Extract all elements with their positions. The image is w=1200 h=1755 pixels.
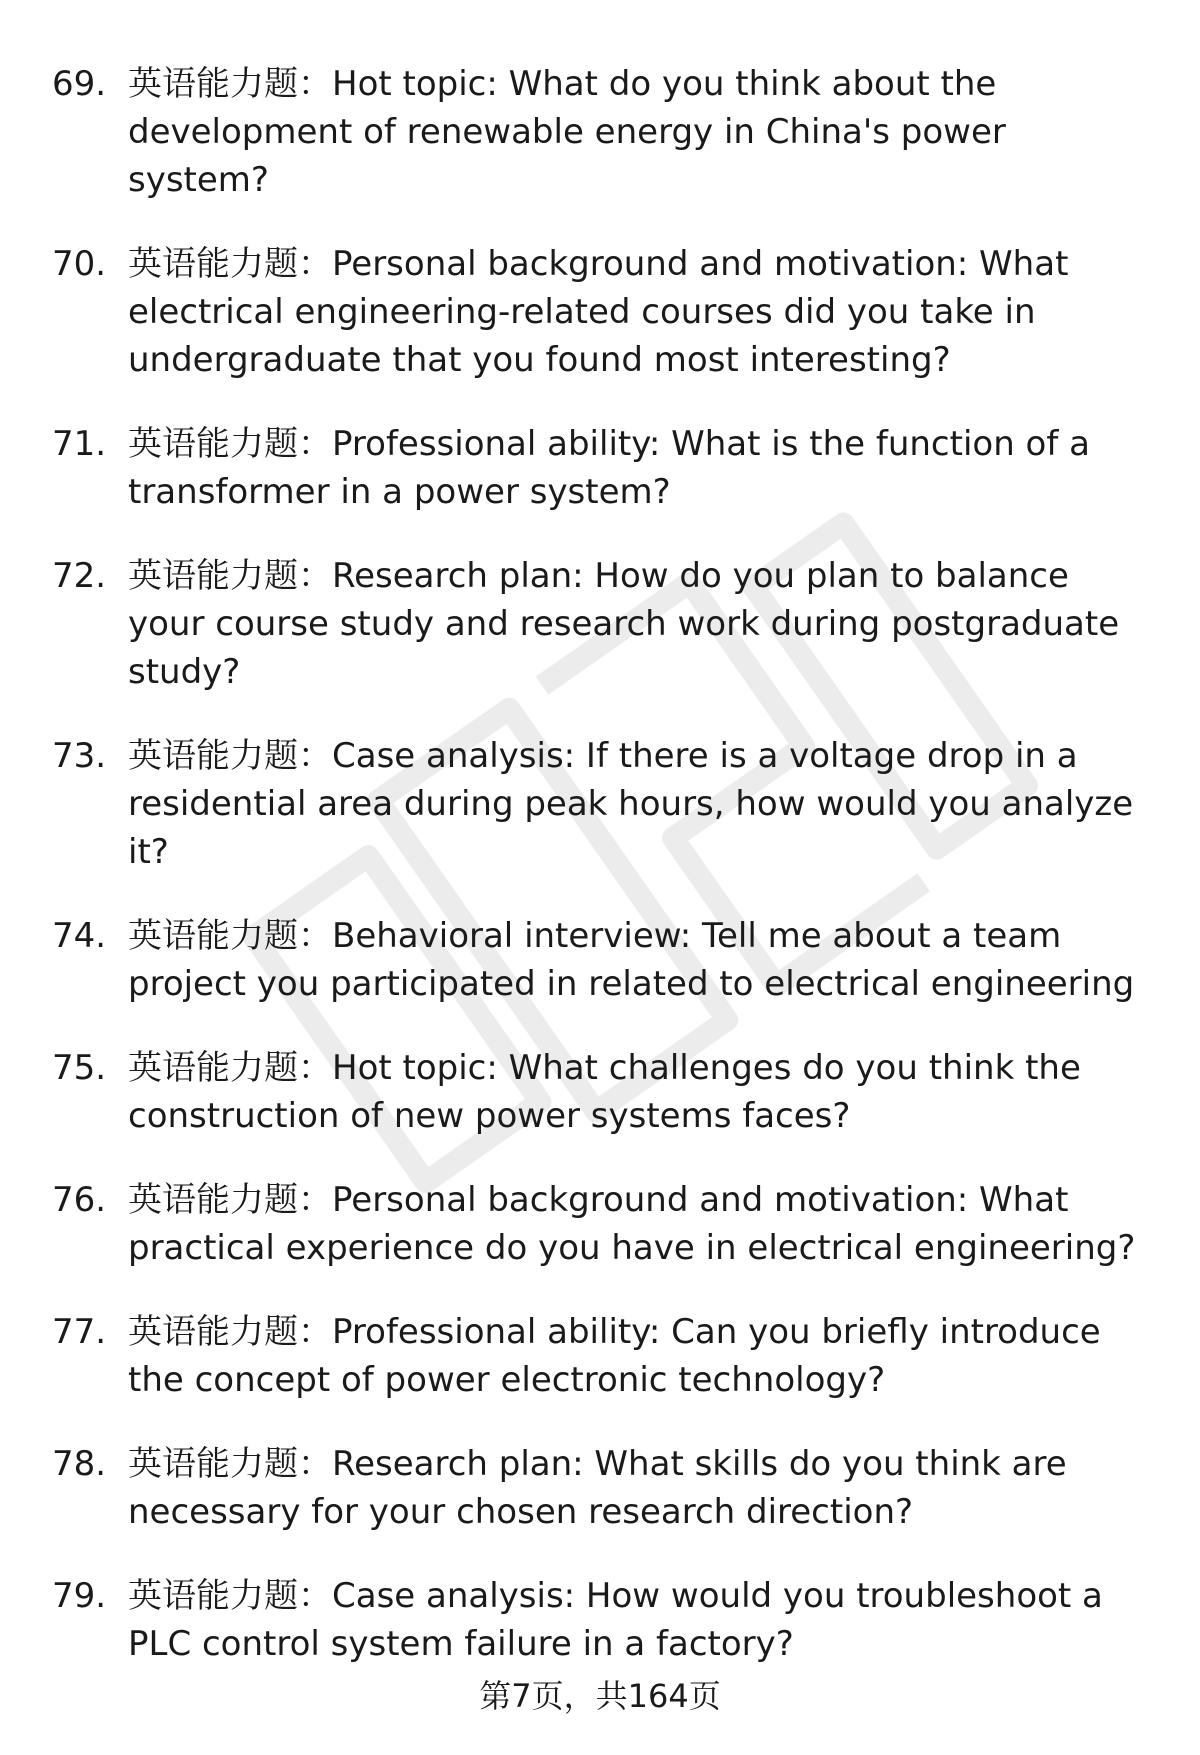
question-number: 72. (52, 556, 107, 596)
question-text: 英语能力题：Personal background and motivation: What electrical engineering-related courses did you take in undergraduate that you found most interesting? (128, 244, 1069, 380)
question-item (52, 420, 1152, 516)
question-text: 英语能力题：Professional ability: Can you briefly introduce the concept of power electronic technology? (128, 1312, 1101, 1400)
question-text: 英语能力题：Case analysis: How would you troubleshoot a PLC control system failure in a factory? (128, 1576, 1103, 1664)
question-item (52, 1572, 1152, 1668)
question-text: 英语能力题：Research plan: What skills do you think are necessary for your chosen research direction? (128, 1444, 1067, 1532)
question-number: 71. (52, 424, 107, 464)
question-item (52, 60, 1152, 204)
question-item (52, 732, 1152, 876)
question-number: 73. (52, 736, 107, 776)
question-number: 78. (52, 1444, 107, 1484)
question-item (52, 240, 1152, 384)
question-number: 74. (52, 916, 107, 956)
question-text: 英语能力题：Personal background and motivation: What practical experience do you have in electrical engineering? (128, 1180, 1136, 1268)
question-number: 76. (52, 1180, 107, 1220)
question-text: 英语能力题：Hot topic: What do you think about the development of renewable energy in China's power system? (128, 64, 1006, 200)
question-number: 79. (52, 1576, 107, 1616)
question-text: 英语能力题：Case analysis: If there is a voltage drop in a residential area during peak hours, how would you analyze it? (128, 736, 1134, 872)
question-item (52, 1176, 1152, 1272)
question-text: 英语能力题：Professional ability: What is the function of a transformer in a power system? (128, 424, 1090, 512)
question-text: 英语能力题：Research plan: How do you plan to balance your course study and research work during postgraduate study? (128, 556, 1120, 692)
question-item (52, 1044, 1152, 1140)
page-footer: 第7页，共164页 (479, 1677, 721, 1715)
question-text: 英语能力题：Behavioral interview: Tell me about a team project you participated in related to electrical engineering (128, 916, 1135, 1004)
question-text: 英语能力题：Hot topic: What challenges do you think the construction of new power systems faces? (128, 1048, 1081, 1136)
question-number: 77. (52, 1312, 107, 1352)
question-item (52, 1308, 1152, 1404)
question-list (52, 60, 1152, 1704)
question-item (52, 552, 1152, 696)
question-number: 75. (52, 1048, 107, 1088)
question-number: 70. (52, 244, 107, 284)
question-item (52, 912, 1152, 1008)
question-item (52, 1440, 1152, 1536)
question-number: 69. (52, 64, 107, 104)
